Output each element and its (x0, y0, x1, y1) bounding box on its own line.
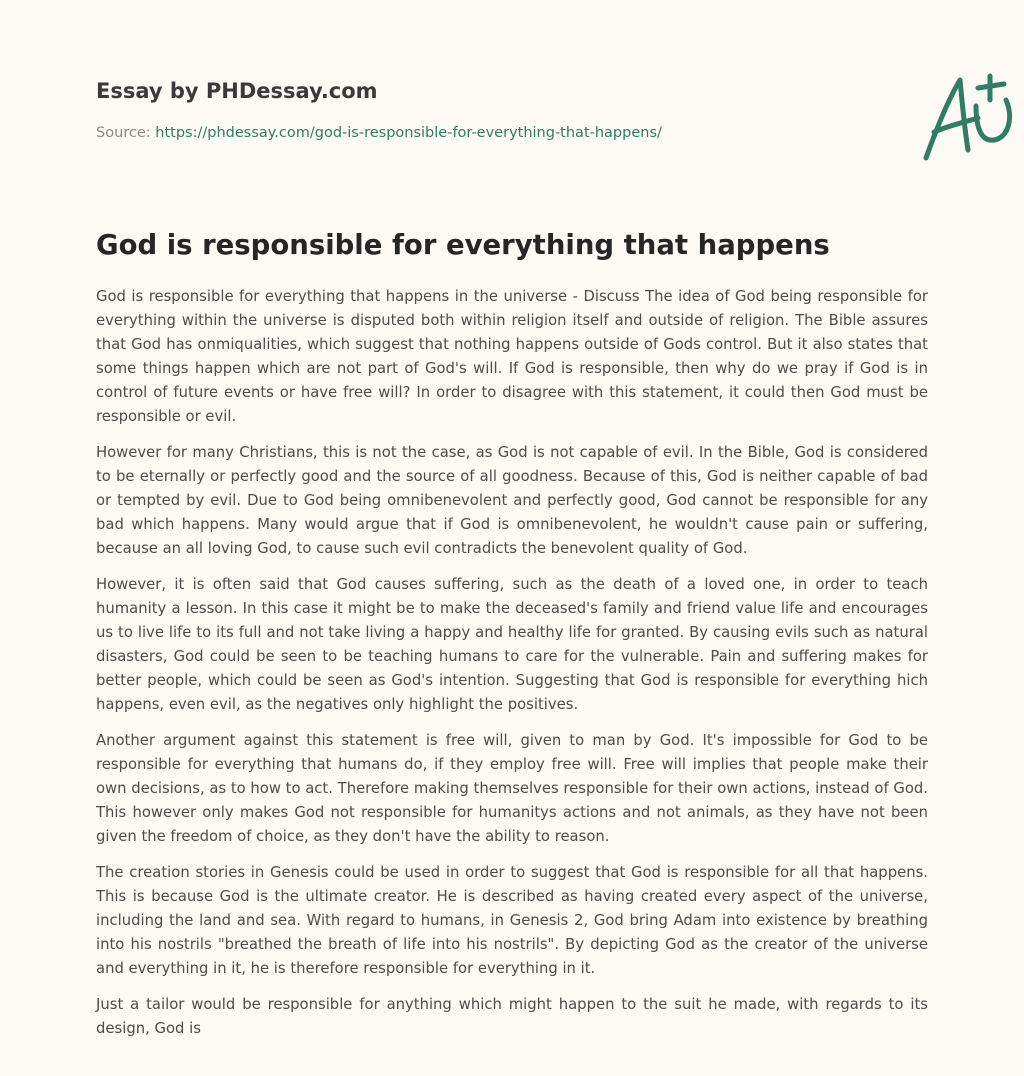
essay-paragraph: Another argument against this statement is free will, given to man by God. It's impossible for God to be responsible for everything that humans do, if they employ free will. Free will implies that people make their own decisions, as to how to act. Therefore making themselves responsible for their own actions, instead of God. This however only makes God not responsible for humanitys actions and not animals, as they have not been given the freedom of choice, as they don't have the ability to reason. (96, 732, 928, 845)
essay-title: God is responsible for everything that happens (96, 229, 830, 261)
essay-paragraph: Just a tailor would be responsible for anything which might happen to the suit he made, with regards to its design, God is (96, 996, 928, 1037)
site-title: Essay by PHDessay.com (96, 79, 378, 103)
source-label: Source: (96, 125, 156, 141)
source-link[interactable]: https://phdessay.com/god-is-responsible-for-everything-that-happens/ (155, 125, 662, 141)
essay-paragraph: However, it is often said that God causes suffering, such as the death of a loved one, in order to teach humanity a lesson. In this case it might be to make the deceased's family and friend value life and encourages us to live life to its full and not take living a happy and healthy life for granted. By causing evils such as natural disasters, God could be seen to be teaching humans to care for the vulnerable. Pain and suffering makes for better people, which could be seen as God's intention. Suggesting that God is responsible for everything hich happens, even evil, as the negatives only highlight the positives. (96, 576, 928, 713)
essay-paragraph: God is responsible for everything that happens in the universe - Discuss The idea of God being responsible for everything within the universe is disputed both within religion itself and outside of religion. The Bible assures that God has onmiqualities, which suggest that nothing happens outside of Gods control. But it also states that some things happen which are not part of God's will. If God is responsible, then why do we pray if God is in control of future events or have free will? In order to disagree with this statement, it could then God must be responsible or evil. (96, 288, 928, 425)
essay-paragraph: The creation stories in Genesis could be used in order to suggest that God is responsible for all that happens. This is because God is the ultimate creator. He is described as having created every aspect of the universe, including the land and sea. With regard to humans, in Genesis 2, God bring Adam into existence by breathing into his nostrils "breathed the breath of life into his nostrils". By depicting God as the creator of the universe and everything in it, he is therefore responsible for everything in it. (96, 864, 928, 977)
essay-body (96, 285, 928, 1053)
essay-paragraph: However for many Christians, this is not the case, as God is not capable of evil. In the Bible, God is considered to be eternally or perfectly good and the source of all goodness. Because of this, God is neither capable of bad or tempted by evil. Due to God being omnibenevolent and perfectly good, God cannot be responsible for any bad which happens. Many would argue that if God is omnibenevolent, he wouldn't cause pain or suffering, because an all loving God, to cause such evil contradicts the benevolent quality of God. (96, 444, 928, 557)
source-line (96, 123, 662, 143)
a-plus-logo (916, 70, 1024, 165)
